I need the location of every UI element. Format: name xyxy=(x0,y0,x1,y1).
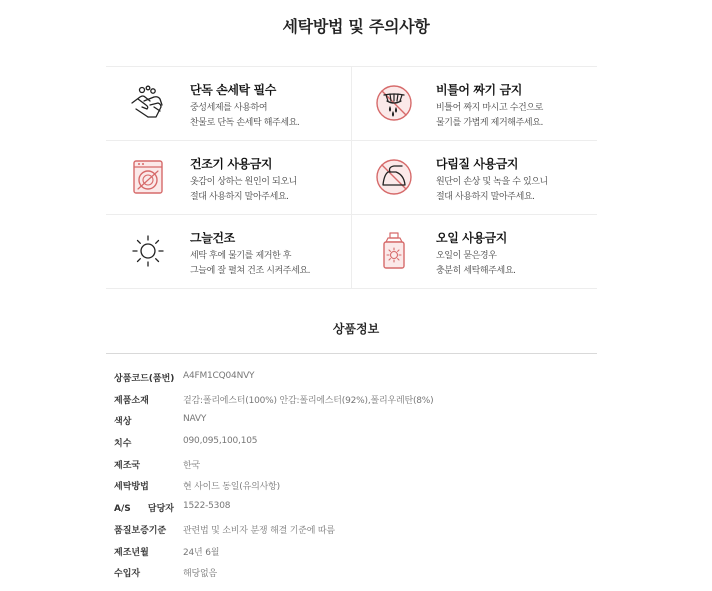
row-value: A4FM1CQ04NVY xyxy=(183,371,255,381)
care-item-no-tumble-dry xyxy=(106,141,351,214)
care-item-description: 옷감이 상하는 원인이 되오니 절대 사용하지 말아주세요. xyxy=(190,177,297,202)
no-tumble-dry-icon xyxy=(128,157,168,197)
care-item-description: 원단이 손상 및 녹을 수 있으니 절대 사용하지 말아주세요. xyxy=(436,177,548,202)
care-item-no-iron xyxy=(352,141,597,214)
page-title: 세탁방법 및 주의사항 xyxy=(282,17,430,36)
row-label: 상품코드(품번) xyxy=(114,374,175,384)
table-row xyxy=(106,541,597,563)
care-item-hand-wash xyxy=(106,67,351,140)
table-row xyxy=(106,475,597,497)
table-row xyxy=(106,367,597,389)
table-row xyxy=(106,389,597,411)
care-item-no-oil xyxy=(352,215,597,288)
row-value: 한국 xyxy=(183,460,200,471)
row-value: 090,095,100,105 xyxy=(183,436,258,447)
row-value: 관련법 및 소비자 분쟁 해결 기준에 따름 xyxy=(183,525,335,536)
care-item-title: 그늘건조 xyxy=(190,231,235,245)
row-value: 겉감:폴리에스터(100%) 안감:폴리에스터(92%),폴리우레탄(8%) xyxy=(183,395,434,406)
care-item-description: 오일이 묻은경우 충분히 세탁해주세요. xyxy=(436,251,516,276)
table-row xyxy=(106,432,597,454)
care-item-title: 비틀어 짜기 금지 xyxy=(436,83,522,97)
care-item-shade-dry xyxy=(106,215,351,288)
care-item-title: 단독 손세탁 필수 xyxy=(190,83,276,97)
shade-dry-icon xyxy=(128,231,168,271)
care-item-title: 다림질 사용금지 xyxy=(436,157,519,171)
row-value: NAVY xyxy=(183,414,207,425)
row-label: 제조국 xyxy=(114,460,141,471)
product-info-title: 상품정보 xyxy=(332,322,380,336)
row-label: 제조년월 xyxy=(114,547,149,558)
care-item-description: 세탁 후에 물기를 제거한 후 그늘에 잘 펼쳐 건조 시켜주세요. xyxy=(190,251,311,276)
care-item-title: 오일 사용금지 xyxy=(436,231,507,245)
row-label: 치수 xyxy=(114,439,132,450)
hand-wash-icon xyxy=(128,83,168,123)
row-label: 색상 xyxy=(114,417,132,428)
row-value: 현 사이드 동일(유의사항) xyxy=(183,482,280,493)
table-row xyxy=(106,562,597,584)
row-label: 품질보증기준 xyxy=(114,525,167,536)
care-instructions-grid xyxy=(106,66,597,289)
care-item-description: 중성세제를 사용하여 찬물로 단독 손세탁 해주세요. xyxy=(190,103,300,128)
row-label: 수입자 xyxy=(114,569,141,580)
product-info-table xyxy=(106,367,597,584)
row-label: 제품소재 xyxy=(114,395,149,406)
table-row xyxy=(106,519,597,541)
row-label: 세탁방법 xyxy=(114,482,149,493)
table-row xyxy=(106,454,597,476)
row-value: 해당없음 xyxy=(183,569,217,580)
row-value: 24년 6월 xyxy=(183,547,220,558)
table-row xyxy=(106,410,597,432)
no-oil-icon xyxy=(374,231,414,271)
table-row xyxy=(106,497,597,519)
no-wringing-icon xyxy=(374,83,414,123)
care-item-no-wringing xyxy=(352,67,597,140)
row-label: A/S 담당자 xyxy=(114,504,174,515)
care-item-description: 비틀어 짜지 마시고 수건으로 물기를 가볍게 제거해주세요. xyxy=(436,103,543,128)
care-item-title: 건조기 사용금지 xyxy=(190,157,273,171)
no-iron-icon xyxy=(374,157,414,197)
divider xyxy=(106,353,597,354)
row-value: 1522-5308 xyxy=(183,501,231,512)
